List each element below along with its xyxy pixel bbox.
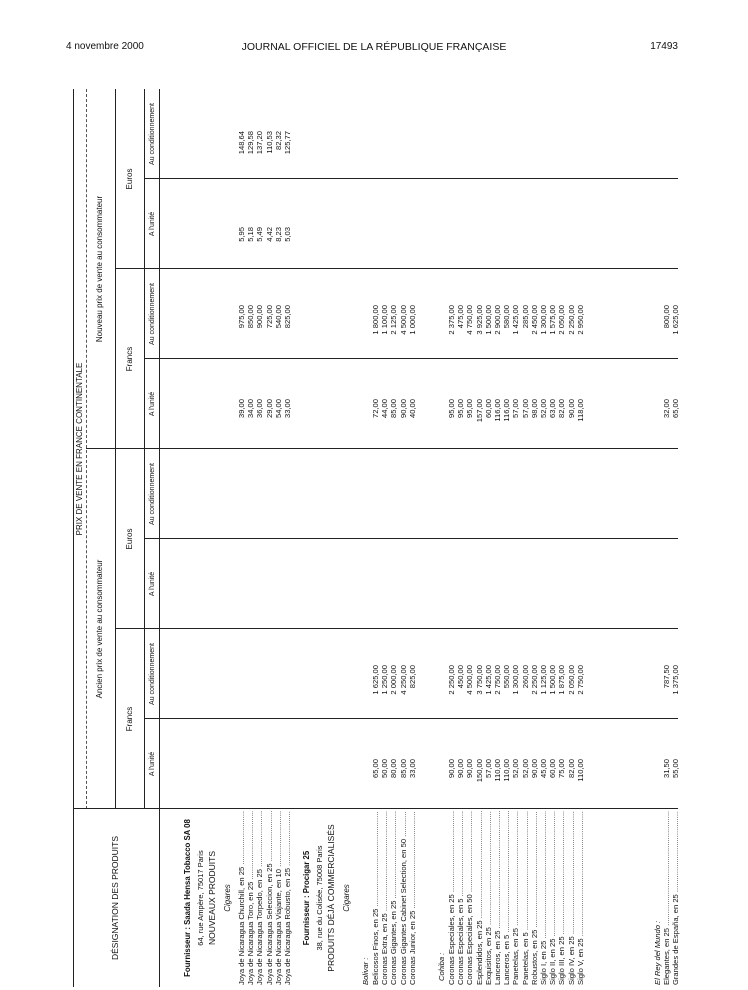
brand-cohiba: Cohiba : xyxy=(437,952,446,981)
old-francs-pack-cell: 4 250,00 xyxy=(398,665,408,695)
old-francs-pack-cell: 1 250,00 xyxy=(380,665,390,695)
new-francs-pack-cell: 800,00 xyxy=(662,305,671,329)
new-francs-pack-cell: 285,00 xyxy=(520,305,530,329)
old-price-header: Ancien prix de vente au consommateur xyxy=(95,559,104,699)
new-euros-unit-cell: 8,23 xyxy=(273,227,283,242)
page-number: 17493 xyxy=(650,41,678,52)
table-column-rule xyxy=(144,718,678,719)
new-francs-unit-cell: 34,00 xyxy=(246,399,256,419)
new-francs-unit-cell: 57,00 xyxy=(520,399,530,419)
old-francs-pack-cell: 550,00 xyxy=(502,665,512,689)
new-euros-pack-cell: 110,53 xyxy=(264,131,274,154)
new-francs-pack-cell: 2 250,00 xyxy=(566,305,576,335)
product-name: Siglo III, en 25 ..... xyxy=(557,811,566,985)
old-francs-pack-cell: 787,50 xyxy=(662,665,671,689)
product-name: Joya de Nicaragua Toro, en 25 ..... xyxy=(246,811,255,985)
old-francs-pack-cell: 260,00 xyxy=(520,665,530,689)
new-francs-unit-cell: 116,00 xyxy=(502,399,512,422)
old-francs-unit-cell: 52,00 xyxy=(520,759,530,779)
new-francs-pack-cell: 540,00 xyxy=(273,305,283,329)
table-header-rule xyxy=(144,89,145,809)
new-francs-unit-cell: 54,00 xyxy=(273,399,283,419)
section-1-subheading: Cigares xyxy=(223,884,232,912)
product-name: Joya de Nicaragua Torpedo, en 25 ..... xyxy=(255,811,264,985)
old-francs-unit-cell: 90,00 xyxy=(456,759,466,779)
new-francs-pack-cell: 1 500,00 xyxy=(483,305,493,335)
old-francs-pack-cell: 1 425,00 xyxy=(483,665,493,695)
new-francs-unit-cell: 118,00 xyxy=(575,399,585,422)
new-francs-pack-cell: 1 625,00 xyxy=(671,305,681,335)
product-name: Lanceros, en 5 ..... xyxy=(502,811,511,985)
new-francs-pack-cell: 825,00 xyxy=(283,305,292,329)
old-francs-unit-cell: 45,00 xyxy=(539,759,548,779)
product-name: Coronas Gigantes Cabinet Selection, en 50 ..... xyxy=(399,811,408,985)
product-name: Siglo IV, en 25 ..... xyxy=(567,811,576,985)
old-francs-unit-cell: 55,00 xyxy=(671,759,681,779)
brand-bolivar: Bolivar : xyxy=(361,957,370,985)
old-francs-unit-cell: 110,00 xyxy=(502,759,512,782)
price-table xyxy=(73,89,681,987)
new-francs-unit-cell: 33,00 xyxy=(283,399,292,419)
new-euros-unit-cell: 5,18 xyxy=(246,227,256,242)
old-francs-pack-cell: 2 000,00 xyxy=(389,665,399,695)
new-francs-unit-cell: 60,00 xyxy=(483,399,493,419)
old-francs-unit-cell: 110,00 xyxy=(493,759,502,782)
new-francs-unit-cell: 116,00 xyxy=(493,399,502,422)
new-francs-pack-cell: 900,00 xyxy=(255,305,265,329)
product-name: Coronas Especiales, en 5 ..... xyxy=(456,811,465,985)
old-francs-pack-cell: 2 750,00 xyxy=(575,665,585,695)
old-francs-unit-cell: 60,00 xyxy=(548,759,558,779)
new-euros-pack-cell: 129,58 xyxy=(246,131,256,155)
product-name: Siglo I, en 25 ..... xyxy=(539,811,548,985)
old-euros-pack-header: Au conditionnement xyxy=(149,463,156,525)
new-francs-pack-cell: 580,00 xyxy=(502,305,512,329)
old-francs-unit-cell: 31,50 xyxy=(662,759,671,779)
product-name: Joya de Nicaragua Churchill, en 25 ..... xyxy=(237,811,246,985)
new-francs-unit-cell: 52,00 xyxy=(539,399,548,419)
new-euros-pack-cell: 148,64 xyxy=(237,131,246,155)
new-francs-pack-cell: 4 500,00 xyxy=(398,305,408,335)
table-column-rule xyxy=(73,808,678,809)
old-francs-pack-cell: 1 300,00 xyxy=(511,665,521,695)
old-francs-unit-cell: 150,00 xyxy=(474,759,484,783)
new-francs-pack-cell: 1 100,00 xyxy=(380,305,390,335)
product-name: Lanceros, en 25 ..... xyxy=(493,811,502,985)
new-francs-pack-cell: 2 375,00 xyxy=(447,305,456,335)
old-francs-pack-cell: 1 625,00 xyxy=(371,665,380,695)
new-francs-pack-cell: 2 450,00 xyxy=(529,305,539,335)
product-name: Coronas Extra, en 25 ..... xyxy=(380,811,389,985)
table-column-rule xyxy=(144,178,678,179)
new-euros-unit-cell: 5,49 xyxy=(255,227,265,242)
product-name: Exquisitos, en 25 ..... xyxy=(484,811,493,985)
new-euros-unit-cell: 5,03 xyxy=(283,227,292,242)
old-francs-pack-cell: 1 375,00 xyxy=(671,665,681,695)
new-francs-unit-cell: 90,00 xyxy=(566,399,576,419)
old-francs-pack-cell: 4 500,00 xyxy=(465,665,475,695)
table-column-rule xyxy=(144,358,678,359)
new-francs-pack-cell: 2 950,00 xyxy=(575,305,585,335)
issue-date: 4 novembre 2000 xyxy=(66,41,144,52)
new-euros-unit-header: A l'unité xyxy=(149,211,156,237)
product-name: Coronas Junior, en 25 ..... xyxy=(408,811,417,985)
product-name: Belicosos Finos, en 25 ..... xyxy=(371,811,380,985)
section-2-heading: PRODUITS DÉJÀ COMMERCIALISÉS xyxy=(326,824,336,972)
table-column-rule xyxy=(115,268,678,269)
old-francs-pack-cell: 3 750,00 xyxy=(474,665,484,695)
old-francs-header: Francs xyxy=(125,706,134,732)
new-francs-pack-cell: 1 575,00 xyxy=(548,305,558,335)
old-francs-pack-cell: 2 750,00 xyxy=(493,665,502,695)
new-euros-unit-cell: 4,42 xyxy=(264,227,274,242)
product-name: Joya de Nicaragua Robusto, en 25 ..... xyxy=(283,811,292,985)
old-euros-header: Euros xyxy=(125,528,134,550)
new-francs-unit-cell: 72,00 xyxy=(371,399,380,419)
old-euros-unit-header: A l'unité xyxy=(149,571,156,597)
new-francs-pack-cell: 475,00 xyxy=(456,305,466,329)
new-price-header: Nouveau prix de vente au consommateur xyxy=(95,195,104,343)
old-francs-pack-cell: 450,00 xyxy=(456,665,466,689)
new-francs-pack-cell: 1 800,00 xyxy=(371,305,380,335)
new-euros-pack-cell: 82,32 xyxy=(273,131,283,151)
new-francs-unit-cell: 95,00 xyxy=(456,399,466,419)
product-name: Joya de Nicaragua Seleccion, en 25 ..... xyxy=(265,811,274,985)
old-francs-unit-cell: 80,00 xyxy=(389,759,399,779)
new-francs-pack-cell: 4 750,00 xyxy=(465,305,475,335)
new-francs-pack-cell: 3 925,00 xyxy=(474,305,484,335)
old-francs-unit-cell: 75,00 xyxy=(557,759,567,779)
table-top-rule xyxy=(73,89,74,987)
new-francs-pack-cell: 2 900,00 xyxy=(493,305,502,335)
old-francs-unit-cell: 110,00 xyxy=(575,759,585,782)
old-francs-unit-cell: 33,00 xyxy=(407,759,417,779)
table-column-rule xyxy=(144,538,678,539)
product-name: Elegantes, en 25 ..... xyxy=(662,811,671,985)
new-francs-header: Francs xyxy=(125,346,134,372)
product-name: Siglo II, en 25 ..... xyxy=(548,811,557,985)
new-francs-pack-cell: 2 050,00 xyxy=(557,305,567,335)
old-francs-pack-cell: 825,00 xyxy=(407,665,417,689)
new-francs-pack-cell: 1 000,00 xyxy=(407,305,417,335)
product-name: Coronas Especiales, en 50 ..... xyxy=(465,811,474,985)
new-francs-unit-cell: 82,00 xyxy=(557,399,567,419)
new-francs-pack-cell: 1 425,00 xyxy=(511,305,521,335)
new-francs-unit-cell: 44,00 xyxy=(380,399,390,419)
new-francs-pack-cell: 2 125,00 xyxy=(389,305,399,335)
table-header-rule xyxy=(115,89,116,809)
brand-el-rey-del-mundo: El Rey del Mundo : xyxy=(653,920,662,985)
old-francs-unit-cell: 57,00 xyxy=(483,759,493,779)
section-1-heading: NOUVEAUX PRODUITS xyxy=(207,851,217,945)
supplier-1-address: 64, rue Ampère, 75017 Paris xyxy=(196,850,205,946)
new-francs-unit-cell: 39,00 xyxy=(237,399,246,419)
new-francs-pack-cell: 1 300,00 xyxy=(539,305,548,335)
new-francs-unit-cell: 95,00 xyxy=(465,399,475,419)
table-header-rule xyxy=(86,89,87,809)
old-francs-unit-header: A l'unité xyxy=(149,751,156,777)
product-name: Joya de Nicaragua Viajante, en 10 ..... xyxy=(274,811,283,985)
product-name: Esplendidos, en 25 ..... xyxy=(475,811,484,985)
old-francs-unit-cell: 90,00 xyxy=(529,759,539,779)
old-francs-pack-cell: 1 500,00 xyxy=(548,665,558,695)
supplier-2-address: 38, rue du Colisée, 75008 Paris xyxy=(315,845,324,951)
supplier-2-name: Fournisseur : Procigar 25 xyxy=(302,850,311,946)
journal-title: JOURNAL OFFICIEL DE LA RÉPUBLIQUE FRANÇAISE xyxy=(241,41,507,53)
new-francs-unit-header: A l'unité xyxy=(149,391,156,417)
new-francs-unit-cell: 29,00 xyxy=(264,399,274,419)
top-title: PRIX DE VENTE EN FRANCE CONTINENTALE xyxy=(75,362,84,536)
new-francs-unit-cell: 36,00 xyxy=(255,399,265,419)
new-francs-pack-cell: 850,00 xyxy=(246,305,256,329)
new-euros-unit-cell: 5,95 xyxy=(237,227,246,242)
old-francs-pack-cell: 2 050,00 xyxy=(566,665,576,695)
new-francs-unit-cell: 40,00 xyxy=(407,399,417,419)
new-francs-unit-cell: 90,00 xyxy=(398,399,408,419)
new-francs-unit-cell: 63,00 xyxy=(548,399,558,419)
old-francs-unit-cell: 85,00 xyxy=(398,759,408,779)
new-francs-pack-header: Au conditionnement xyxy=(149,283,156,345)
old-francs-unit-cell: 90,00 xyxy=(465,759,475,779)
new-francs-pack-cell: 975,00 xyxy=(237,305,246,329)
old-francs-unit-cell: 82,00 xyxy=(566,759,576,779)
new-euros-pack-cell: 137,20 xyxy=(255,131,265,155)
product-name: Panetelas, en 25 ..... xyxy=(511,811,520,985)
new-francs-unit-cell: 85,00 xyxy=(389,399,399,419)
new-francs-unit-cell: 57,00 xyxy=(511,399,521,419)
old-francs-unit-cell: 50,00 xyxy=(380,759,390,779)
new-francs-pack-cell: 725,00 xyxy=(264,305,274,329)
new-euros-header: Euros xyxy=(125,168,134,190)
new-euros-pack-cell: 125,77 xyxy=(283,131,292,155)
new-francs-unit-cell: 32,00 xyxy=(662,399,671,419)
new-euros-pack-header: Au conditionnement xyxy=(149,103,156,165)
old-francs-unit-cell: 65,00 xyxy=(371,759,380,779)
product-name: Coronas Gigantes, en 25 ..... xyxy=(389,811,398,985)
product-name: Panetelas, en 5 ..... xyxy=(521,811,530,985)
old-francs-pack-header: Au conditionnement xyxy=(149,643,156,705)
product-name: Coronas Especiales, en 25 ..... xyxy=(447,811,456,985)
designation-header: DÉSIGNATION DES PRODUITS xyxy=(110,835,120,961)
new-francs-unit-cell: 157,00 xyxy=(474,399,484,423)
new-francs-unit-cell: 95,00 xyxy=(447,399,456,419)
supplier-1-name: Fournisseur : Saada Hensa Tobacco SA 08 xyxy=(183,819,192,977)
old-francs-pack-cell: 1 875,00 xyxy=(557,665,567,695)
product-name: Siglo V, en 25 ..... xyxy=(576,811,585,985)
old-francs-unit-cell: 52,00 xyxy=(511,759,521,779)
table-column-rule xyxy=(115,628,678,629)
old-francs-pack-cell: 1 125,00 xyxy=(539,665,548,695)
old-francs-pack-cell: 2 250,00 xyxy=(529,665,539,695)
old-francs-unit-cell: 90,00 xyxy=(447,759,456,779)
section-2-subheading: Cigares xyxy=(342,884,351,912)
old-francs-pack-cell: 2 250,00 xyxy=(447,665,456,695)
new-francs-unit-cell: 98,00 xyxy=(529,399,539,419)
table-column-rule xyxy=(86,448,678,449)
product-name: Robustos, en 25 ..... xyxy=(530,811,539,985)
new-francs-unit-cell: 65,00 xyxy=(671,399,681,419)
product-name: Grandes de España, en 25 ..... xyxy=(671,811,680,985)
